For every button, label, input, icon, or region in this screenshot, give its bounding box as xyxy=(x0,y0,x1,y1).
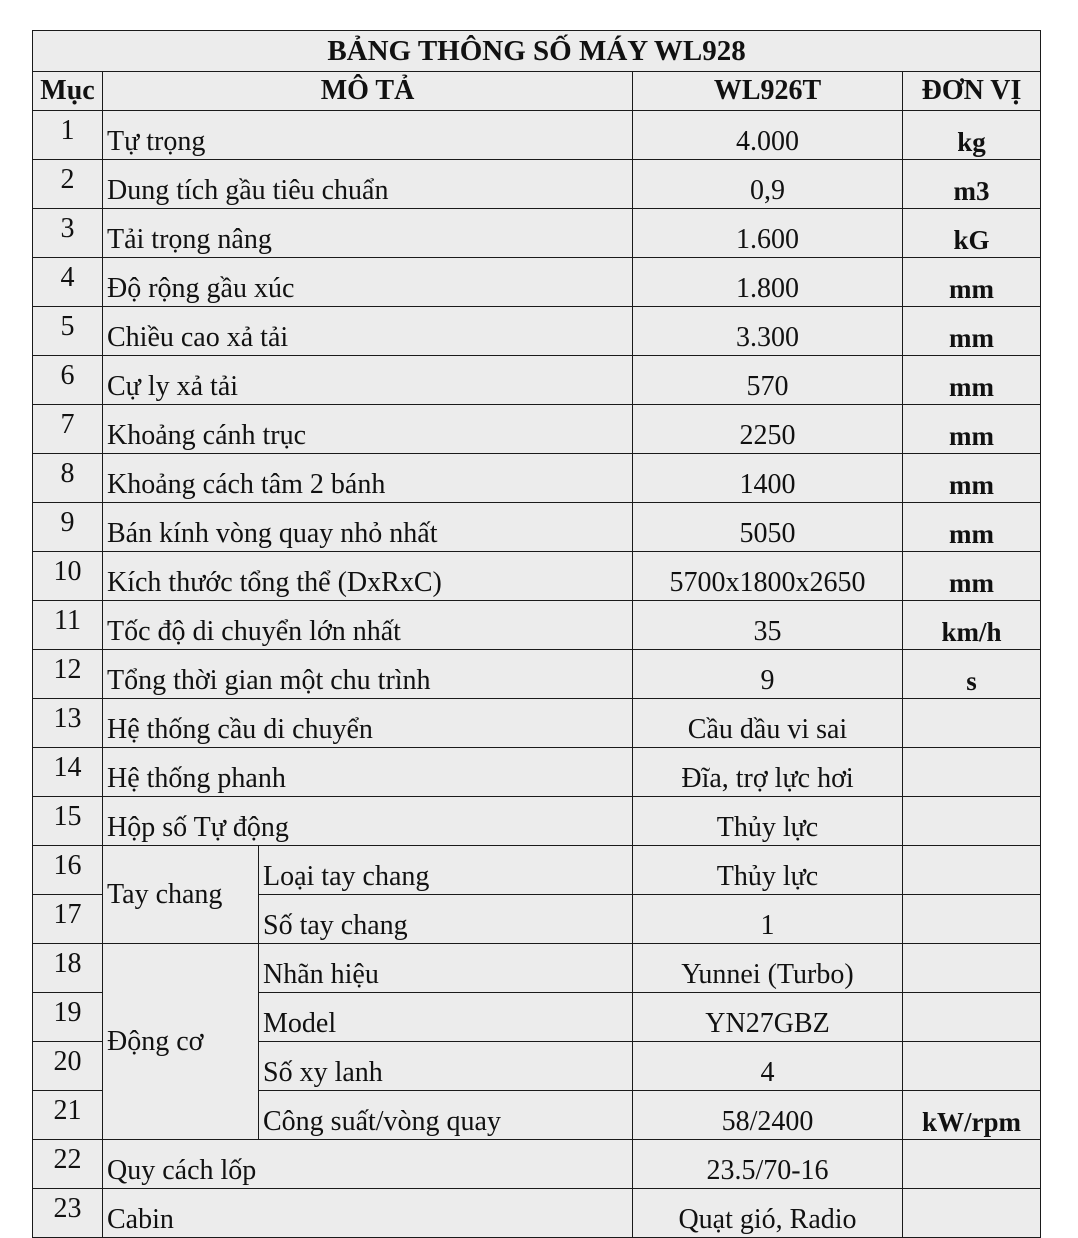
row-description: Cự ly xả tải xyxy=(103,356,633,405)
table-body xyxy=(33,111,1041,1238)
row-unit xyxy=(903,895,1041,944)
table-row xyxy=(33,797,1041,846)
row-number: 18 xyxy=(33,944,103,993)
row-description: Tốc độ di chuyển lớn nhất xyxy=(103,601,633,650)
table-header-row xyxy=(33,72,1041,111)
row-value: 2250 xyxy=(633,405,903,454)
row-number: 7 xyxy=(33,405,103,454)
row-description: Độ rộng gầu xúc xyxy=(103,258,633,307)
row-number: 22 xyxy=(33,1140,103,1189)
row-number: 8 xyxy=(33,454,103,503)
row-number: 9 xyxy=(33,503,103,552)
row-number: 5 xyxy=(33,307,103,356)
row-value: 1.800 xyxy=(633,258,903,307)
table-row xyxy=(33,160,1041,209)
row-unit: kG xyxy=(903,209,1041,258)
row-description: Model xyxy=(259,993,633,1042)
row-value: Thủy lực xyxy=(633,846,903,895)
table-row xyxy=(33,699,1041,748)
row-unit xyxy=(903,993,1041,1042)
row-unit: mm xyxy=(903,307,1041,356)
row-description: Chiều cao xả tải xyxy=(103,307,633,356)
row-unit: mm xyxy=(903,552,1041,601)
row-description: Hộp số Tự động xyxy=(103,797,633,846)
row-unit: mm xyxy=(903,258,1041,307)
group-label-engine: Động cơ xyxy=(103,944,259,1140)
row-value: Thủy lực xyxy=(633,797,903,846)
row-description: Hệ thống cầu di chuyển xyxy=(103,699,633,748)
row-value: Quạt gió, Radio xyxy=(633,1189,903,1238)
row-value: 5050 xyxy=(633,503,903,552)
row-number: 20 xyxy=(33,1042,103,1091)
row-value: 4.000 xyxy=(633,111,903,160)
row-number: 11 xyxy=(33,601,103,650)
row-description: Công suất/vòng quay xyxy=(259,1091,633,1140)
row-unit xyxy=(903,1189,1041,1238)
table-row xyxy=(33,552,1041,601)
row-unit xyxy=(903,1042,1041,1091)
row-number: 6 xyxy=(33,356,103,405)
row-description: Tự trọng xyxy=(103,111,633,160)
table-row xyxy=(33,356,1041,405)
row-description: Tổng thời gian một chu trình xyxy=(103,650,633,699)
row-value: 0,9 xyxy=(633,160,903,209)
table-row xyxy=(33,1140,1041,1189)
spec-sheet xyxy=(32,30,1040,1238)
table-row xyxy=(33,503,1041,552)
row-value: Đĩa, trợ lực hơi xyxy=(633,748,903,797)
header-unit: ĐƠN VỊ xyxy=(903,72,1041,111)
row-description: Số tay chang xyxy=(259,895,633,944)
table-row xyxy=(33,601,1041,650)
row-value: 58/2400 xyxy=(633,1091,903,1140)
table-row xyxy=(33,1189,1041,1238)
table-row xyxy=(33,307,1041,356)
row-number: 4 xyxy=(33,258,103,307)
table-title: BẢNG THÔNG SỐ MÁY WL928 xyxy=(33,31,1041,72)
row-unit xyxy=(903,1140,1041,1189)
row-value: 1.600 xyxy=(633,209,903,258)
row-number: 21 xyxy=(33,1091,103,1140)
row-unit xyxy=(903,797,1041,846)
row-description: Số xy lanh xyxy=(259,1042,633,1091)
row-number: 23 xyxy=(33,1189,103,1238)
row-number: 15 xyxy=(33,797,103,846)
row-value: Yunnei (Turbo) xyxy=(633,944,903,993)
header-description: MÔ TẢ xyxy=(103,72,633,111)
table-row xyxy=(33,258,1041,307)
row-value: 1 xyxy=(633,895,903,944)
row-unit xyxy=(903,699,1041,748)
table-row xyxy=(33,209,1041,258)
row-description: Loại tay chang xyxy=(259,846,633,895)
header-model: WL926T xyxy=(633,72,903,111)
row-description: Quy cách lốp xyxy=(103,1140,633,1189)
table-row xyxy=(33,650,1041,699)
group-label-joystick: Tay chang xyxy=(103,846,259,944)
row-description: Nhãn hiệu xyxy=(259,944,633,993)
row-value: 570 xyxy=(633,356,903,405)
row-description: Tải trọng nâng xyxy=(103,209,633,258)
row-number: 19 xyxy=(33,993,103,1042)
row-description: Bán kính vòng quay nhỏ nhất xyxy=(103,503,633,552)
row-description: Dung tích gầu tiêu chuẩn xyxy=(103,160,633,209)
row-value: 3.300 xyxy=(633,307,903,356)
table-row xyxy=(33,748,1041,797)
row-description: Khoảng cách tâm 2 bánh xyxy=(103,454,633,503)
row-number: 2 xyxy=(33,160,103,209)
table-title-row xyxy=(33,31,1041,72)
row-number: 16 xyxy=(33,846,103,895)
table-row xyxy=(33,454,1041,503)
row-value: 4 xyxy=(633,1042,903,1091)
table-row xyxy=(33,111,1041,160)
row-description: Khoảng cánh trục xyxy=(103,405,633,454)
row-unit: s xyxy=(903,650,1041,699)
row-description: Hệ thống phanh xyxy=(103,748,633,797)
row-value: 35 xyxy=(633,601,903,650)
row-number: 17 xyxy=(33,895,103,944)
row-value: 1400 xyxy=(633,454,903,503)
row-unit xyxy=(903,944,1041,993)
row-unit: mm xyxy=(903,356,1041,405)
row-value: YN27GBZ xyxy=(633,993,903,1042)
row-unit: kW/rpm xyxy=(903,1091,1041,1140)
header-item: Mục xyxy=(33,72,103,111)
row-number: 13 xyxy=(33,699,103,748)
row-value: 5700x1800x2650 xyxy=(633,552,903,601)
row-number: 14 xyxy=(33,748,103,797)
table-row xyxy=(33,944,1041,993)
row-number: 3 xyxy=(33,209,103,258)
row-value: 9 xyxy=(633,650,903,699)
row-unit: mm xyxy=(903,405,1041,454)
row-unit: kg xyxy=(903,111,1041,160)
row-unit: m3 xyxy=(903,160,1041,209)
row-unit: mm xyxy=(903,454,1041,503)
row-number: 1 xyxy=(33,111,103,160)
spec-table xyxy=(32,30,1041,1238)
row-description: Cabin xyxy=(103,1189,633,1238)
table-row xyxy=(33,846,1041,895)
row-number: 10 xyxy=(33,552,103,601)
row-number: 12 xyxy=(33,650,103,699)
row-unit xyxy=(903,846,1041,895)
row-unit: km/h xyxy=(903,601,1041,650)
row-value: Cầu dầu vi sai xyxy=(633,699,903,748)
row-description: Kích thước tổng thể (DxRxC) xyxy=(103,552,633,601)
row-unit: mm xyxy=(903,503,1041,552)
table-row xyxy=(33,405,1041,454)
row-value: 23.5/70-16 xyxy=(633,1140,903,1189)
row-unit xyxy=(903,748,1041,797)
